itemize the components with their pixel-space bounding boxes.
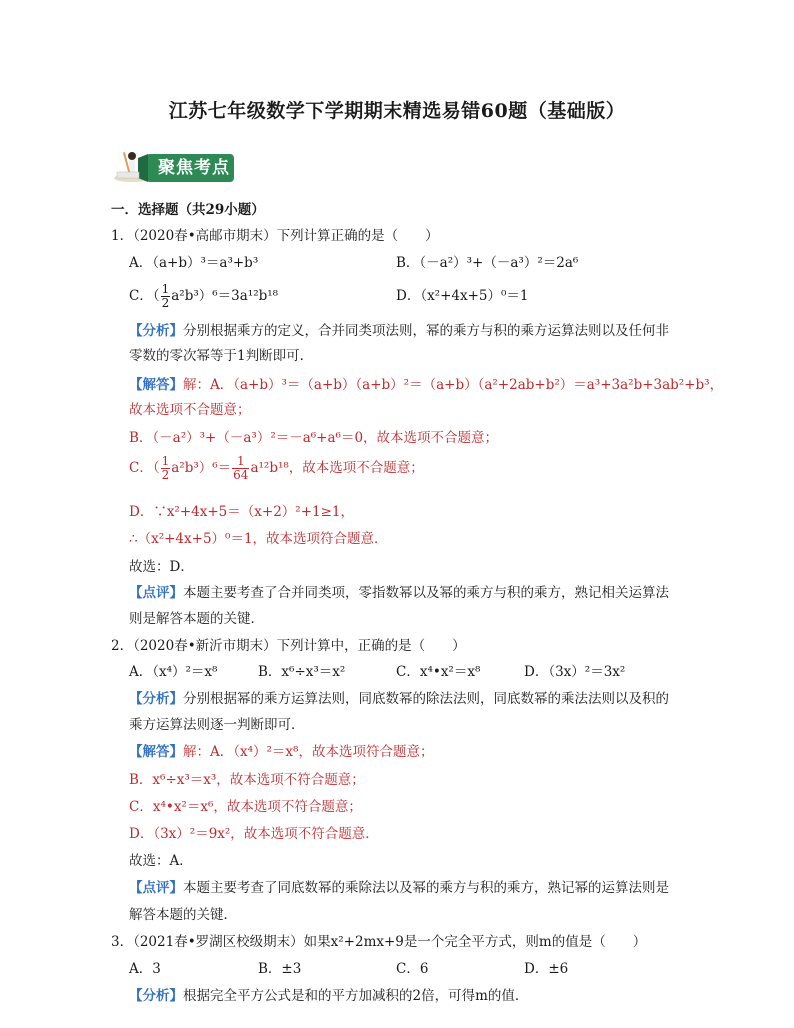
q2-comment: 【点评】本题主要考查了同底数幂的乘除法以及幂的乘方与积的乘方，熟记幂的运算法则是: [129, 880, 669, 896]
q1-option-a: A．（a+b）³＝a³+b³: [129, 255, 259, 271]
q3-option-c: C．6: [396, 961, 429, 977]
q2-option-d: D．（3x）²＝3x²: [524, 664, 626, 680]
q2-solution: 【解答】解：A．（x⁴）²＝x⁸，故本选项符合题意；: [129, 744, 434, 760]
q2-analysis: 【分析】分别根据幂的乘方运算法则，同底数幂的除法法则，同底数幂的乘法法则以及积的: [129, 691, 669, 707]
q2-comment-cont: 解答本题的关键．: [129, 907, 237, 923]
section-heading: 一．选择题（共29小题）: [111, 202, 265, 218]
q1-solution-d-cont: ∴（x²+4x+5）⁰＝1，故本选项符合题意．: [129, 531, 388, 547]
q3-option-b: B．±3: [258, 961, 302, 977]
student-head-icon: [128, 152, 136, 160]
q2-choice: 故选：A．: [129, 853, 193, 869]
q1-solution-a-cont: 故本选项不合题意；: [129, 402, 251, 418]
q1-analysis-cont: 零数的零次幂等于1判断即可．: [129, 348, 314, 364]
q1-choice: 故选：D．: [129, 559, 194, 575]
q1-option-d: D．（x²+4x+5）⁰＝1: [396, 288, 529, 304]
q1-analysis: 【分析】分别根据乘方的定义，合并同类项法则，幂的乘方与积的乘方运算法则以及任何非: [129, 323, 669, 339]
page-title: 江苏七年级数学下学期期末精选易错60题（基础版）: [168, 100, 626, 122]
q2-analysis-cont: 乘方运算法则逐一判断即可．: [129, 717, 305, 733]
q2-solution-c: C．x⁴•x²＝x⁶，故本选项不符合题意；: [129, 799, 362, 815]
q1-option-b: B．（－a²）³+（－a³）²＝2a⁶: [396, 255, 579, 271]
q1-comment: 【点评】本题主要考查了合并同类项，零指数幂以及幂的乘方与积的乘方，熟记相关运算法: [129, 585, 669, 601]
q3-stem: 3．（2021春•罗湖区校级期末）如果x²+2mx+9是一个完全平方式，则m的值是（ ）: [111, 934, 647, 950]
q2-option-b: B．x⁶÷x³＝x²: [258, 664, 346, 680]
q2-option-c: C．x⁴•x²＝x⁸: [396, 664, 481, 680]
q2-solution-b: B．x⁶÷x³＝x³，故本选项不符合题意；: [129, 772, 365, 788]
q2-stem: 2．（2020春•新沂市期末）下列计算中，正确的是（ ）: [111, 638, 466, 654]
badge-label: 聚焦考点: [158, 158, 230, 178]
q1-solution-d: D．∵x²+4x+5＝（x+2）²+1≥1，: [129, 504, 354, 520]
q3-option-d: D．±6: [524, 961, 569, 977]
q1-comment-cont: 则是解答本题的关键．: [129, 611, 264, 627]
q1-solution-c: C．（ $\frac{1}{2}$ a²b³）⁶＝ $\frac{1}{64}$ a¹²b¹⁸，故本选项不合题意；: [129, 454, 424, 482]
section-badge: [112, 148, 238, 184]
q1-solution: 【解答】解：A．（a+b）³＝（a+b）（a+b）²＝（a+b）（a²+2ab+b²）＝a³+3a²b+3ab²+b³，: [129, 377, 724, 393]
q1-stem: 1．（2020春•高邮市期末）下列计算正确的是（ ）: [111, 228, 439, 244]
q1-option-c: C．（ $\frac{1}{2}$ a²b³）⁶＝3a¹²b¹⁸: [129, 282, 279, 310]
q3-analysis: 【分析】根据完全平方公式是和的平方加减积的2倍，可得m的值．: [129, 988, 529, 1004]
q1-solution-b: B．（－a²）³+（－a³）²＝－a⁶+a⁶＝0，故本选项不合题意；: [129, 430, 499, 446]
q3-option-a: A．3: [129, 961, 161, 977]
q2-solution-d: D．（3x）²＝9x²，故本选项不符合题意．: [129, 826, 379, 842]
q2-option-a: A．（x⁴）²＝x⁸: [129, 664, 218, 680]
